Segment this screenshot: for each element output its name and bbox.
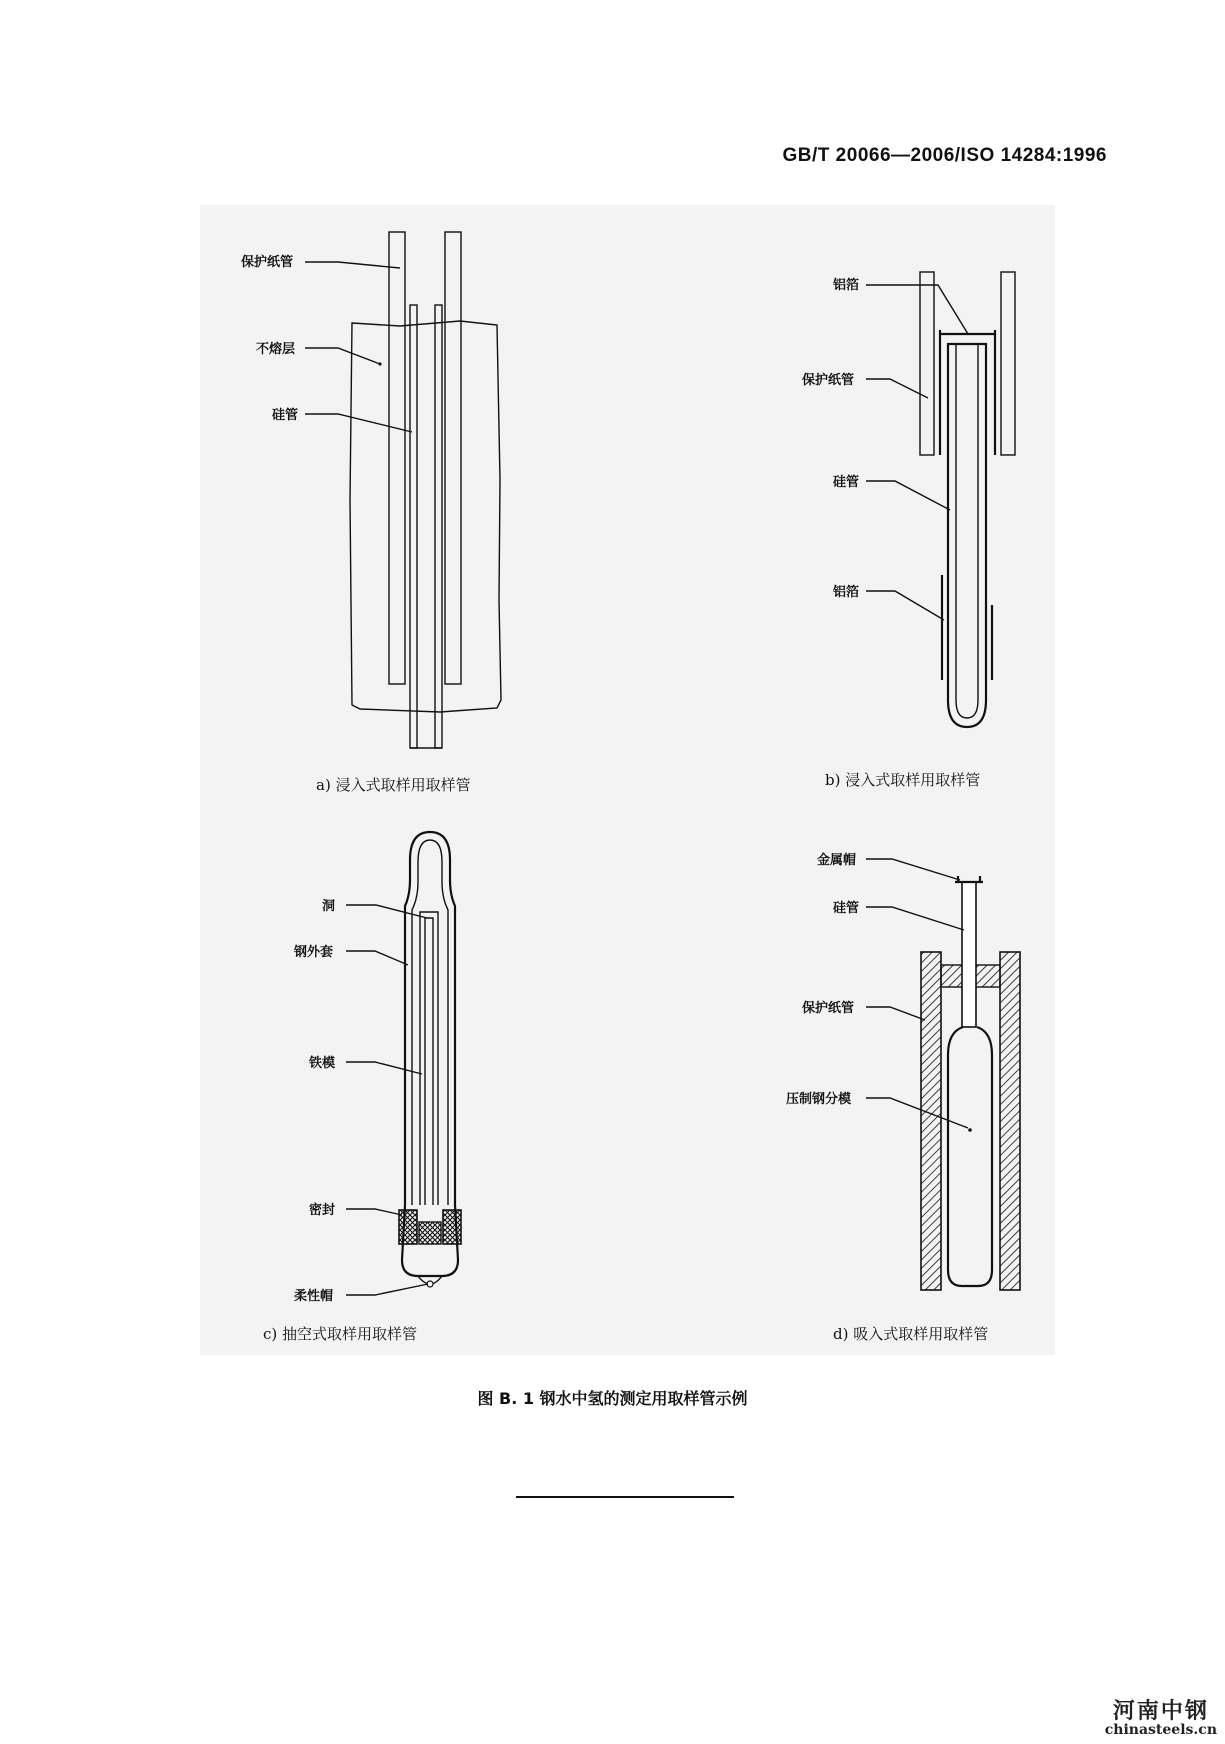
protective-tube-d-left xyxy=(921,952,941,1290)
label-metal-cap: 金属帽 xyxy=(817,853,857,868)
logo-chinese: 河南中钢 xyxy=(1112,1699,1209,1725)
label-silica-tube-d: 硅管 xyxy=(833,901,860,916)
label-protective-tube-d: 保护纸管 xyxy=(802,1001,855,1016)
label-silica-tube-b: 硅管 xyxy=(833,475,860,490)
aluminium-foil-bottom xyxy=(942,575,992,680)
hole xyxy=(425,918,433,1205)
infusible-layer-outline xyxy=(350,321,501,712)
protective-tube-b-right xyxy=(1001,272,1015,455)
panel-b xyxy=(802,272,1015,789)
protective-tube-right-wall xyxy=(445,232,461,684)
protective-tube-left-wall xyxy=(389,232,405,684)
silica-tube-right-wall xyxy=(435,305,442,748)
label-flexible-cap: 柔性帽 xyxy=(294,1289,334,1304)
label-steel-jacket: 钢外套 xyxy=(294,945,334,960)
caption-c: c) 抽空式取样用取样管 xyxy=(263,1325,418,1343)
seal-center xyxy=(419,1222,441,1244)
label-iron-mould: 铁模 xyxy=(309,1056,336,1071)
standard-code: GB/T 20066—2006/ISO 14284:1996 xyxy=(782,145,1107,166)
silica-tube-d xyxy=(962,882,976,1027)
metal-cap xyxy=(955,876,983,882)
label-foil-bottom: 铝箔 xyxy=(833,585,860,600)
end-rule xyxy=(516,1496,734,1498)
seal-right xyxy=(443,1210,461,1244)
label-seal: 密封 xyxy=(309,1203,336,1218)
label-silica-tube-a: 硅管 xyxy=(272,408,299,423)
caption-b: b) 浸入式取样用取样管 xyxy=(825,771,981,789)
label-split-mould: 压制钢分模 xyxy=(786,1092,852,1107)
logo-domain: chinasteels.cn xyxy=(1104,1722,1217,1739)
protective-tube-b-left xyxy=(920,272,934,455)
label-foil-top: 铝箔 xyxy=(833,278,860,293)
panel-d xyxy=(786,852,1020,1343)
figure-title: 图 B. 1 钢水中氢的测定用取样管示例 xyxy=(477,1389,748,1408)
label-protective-tube-b: 保护纸管 xyxy=(802,373,855,388)
caption-d: d) 吸入式取样用取样管 xyxy=(833,1325,989,1343)
iron-mould xyxy=(420,912,438,1205)
silica-tube-b xyxy=(948,344,986,727)
label-protective-tube-a: 保护纸管 xyxy=(241,255,294,270)
silica-tube-left-wall xyxy=(410,305,417,748)
split-mould xyxy=(948,1027,992,1286)
protective-tube-d-right xyxy=(1000,952,1020,1290)
panel-a xyxy=(241,232,501,794)
label-hole: 洞 xyxy=(322,899,336,914)
panel-c xyxy=(263,832,461,1343)
watermark-logo xyxy=(1105,1700,1217,1738)
caption-a: a) 浸入式取样用取样管 xyxy=(316,776,471,794)
label-infusible-layer: 不熔层 xyxy=(256,342,296,357)
